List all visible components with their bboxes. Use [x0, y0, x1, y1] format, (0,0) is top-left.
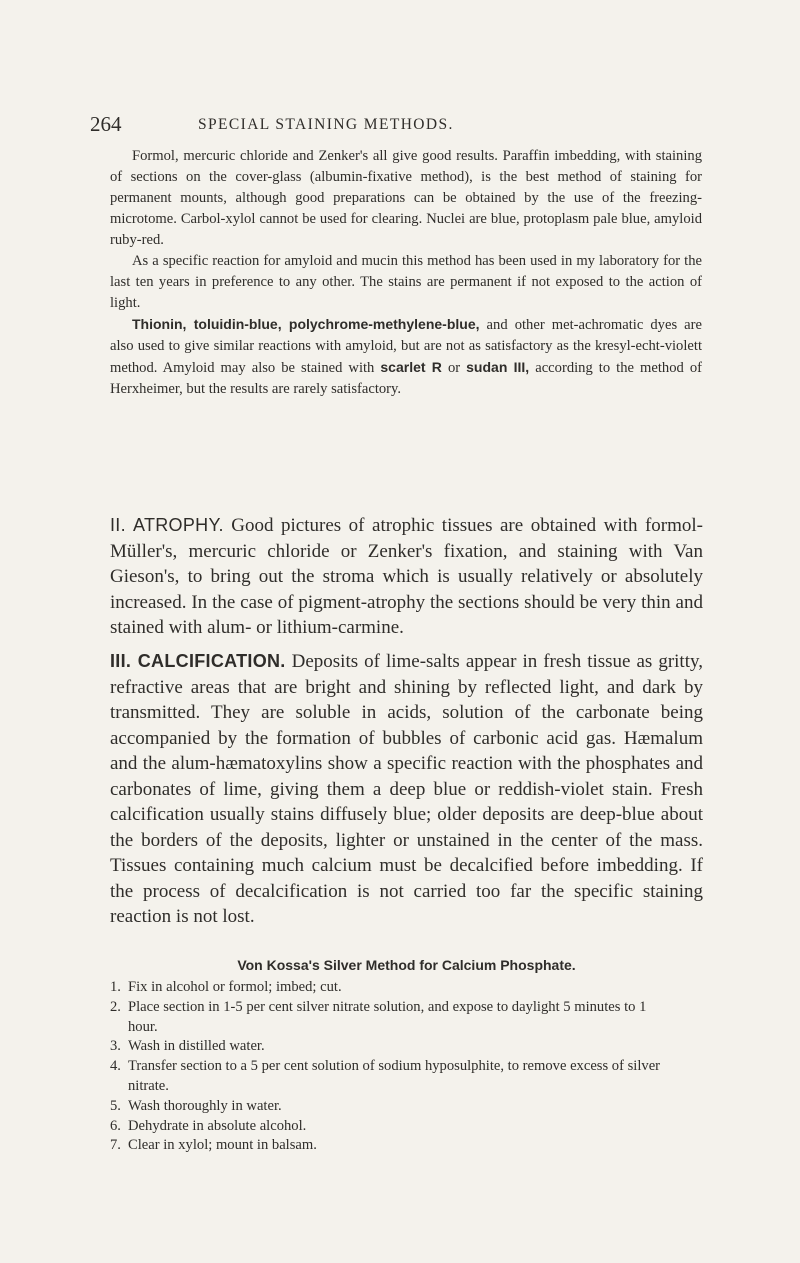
page-header — [90, 112, 710, 138]
atrophy-text: Good pictures of atrophic tissues are obtained with formol-Müller's, mercuric chloride or Zenker's fixation, and staining with Van Gieson's, to bring out the stroma which is usually relatively or absolutely increased. In the case of pigment-atrophy the sections should be very thin and stained with alum- or lithium-carmine. — [110, 515, 703, 638]
amyloid-section — [110, 146, 702, 400]
paragraph-stain-results: Formol, mercuric chloride and Zenker's all give good results. Paraffin imbedding, with staining of sections on the cover-glass (albumin-fixative method), is the best method of staining for permanent mounts, although good preparations can be obtained by the use of the freezing-microtome. Carbol-xylol cannot be used for clearing. Nuclei are blue, protoplasm pale blue, amyloid ruby-red. — [110, 148, 702, 248]
dye-list: Thionin, toluidin-blue, polychrome-methylene-blue, — [132, 316, 480, 332]
method-step — [110, 1057, 703, 1097]
paragraph-thionin — [110, 314, 702, 400]
step-number: 3. — [110, 1038, 121, 1055]
paragraph-specific-reaction: As a specific reaction for amyloid and mucin this method has been used in my laboratory for the last ten years in preference to any other. The stains are permanent if not exposed to the action of light. — [110, 253, 702, 311]
step-text: Place section in 1-5 per cent silver nitrate solution, and expose to daylight 5 minutes to 1 hour. — [128, 998, 647, 1035]
method-step — [110, 998, 703, 1038]
method-step — [110, 1136, 703, 1156]
step-text: Wash in distilled water. — [128, 1038, 265, 1055]
thionin-text-2: according to the method of Herxheimer, but the results are rarely satisfactory. — [110, 360, 702, 397]
stain-scarlet-r: scarlet R — [380, 359, 442, 375]
method-step — [110, 1117, 703, 1137]
thionin-text-1: and other met-achromatic dyes are also used to give similar reactions with amyloid, but are not as satisfactory as the kresyl-echt-violett method. Amyloid may also be stained with — [110, 317, 702, 376]
calcification-text: Deposits of lime-salts appear in fresh tissue as gritty, refractive areas that are bright and shining by reflected light, and dark by transmitted. They are soluble in acids, solution of the carbonate being accompanied by the formation of bubbles of carbonic acid gas. Hæmalum and the alum-hæmatoxylins show a specific reaction with the phosphates and carbonates of lime, giving them a deep blue or reddish-violet stain. Fresh calcification usually stains diffusely blue; older deposits are deep-blue about the borders of the deposits, lighter or unstained in the center of the mass. Tissues containing much calcium must be decalcified before imbedding. If the process of decalcification is not carried too far the specific staining reaction is not lost. — [110, 651, 703, 927]
step-text: Transfer section to a 5 per cent solution of sodium hyposulphite, to remove excess of silver nitrate. — [128, 1058, 661, 1094]
atrophy-heading: II. ATROPHY. — [110, 515, 224, 535]
step-number: 1. — [110, 979, 121, 995]
step-text: Fix in alcohol or formol; imbed; cut. — [128, 979, 342, 995]
step-number: 4. — [110, 1058, 121, 1075]
method-step — [110, 978, 703, 998]
method-step — [110, 1037, 703, 1057]
calcification-section — [110, 649, 703, 930]
running-head: SPECIAL STAINING METHODS. — [198, 116, 454, 133]
step-text: Clear in xylol; mount in balsam. — [128, 1137, 317, 1154]
calcification-paragraph — [110, 649, 703, 930]
calcification-heading: III. CALCIFICATION. — [110, 651, 286, 671]
step-text: Wash thoroughly in water. — [128, 1097, 282, 1114]
stain-sudan-iii: sudan III, — [466, 359, 530, 375]
method-steps — [110, 978, 703, 1156]
step-text: Dehydrate in absolute alcohol. — [128, 1117, 307, 1134]
method-title: Von Kossa's Silver Method for Calcium Phosphate. — [237, 957, 576, 973]
thionin-or: or — [441, 360, 467, 376]
step-number: 6. — [110, 1117, 121, 1134]
step-number: 7. — [110, 1137, 121, 1154]
method-step — [110, 1097, 703, 1117]
page-number: 264 — [90, 112, 122, 136]
atrophy-section — [110, 513, 703, 641]
step-number: 2. — [110, 998, 121, 1015]
atrophy-paragraph — [110, 513, 703, 641]
step-number: 5. — [110, 1097, 121, 1114]
